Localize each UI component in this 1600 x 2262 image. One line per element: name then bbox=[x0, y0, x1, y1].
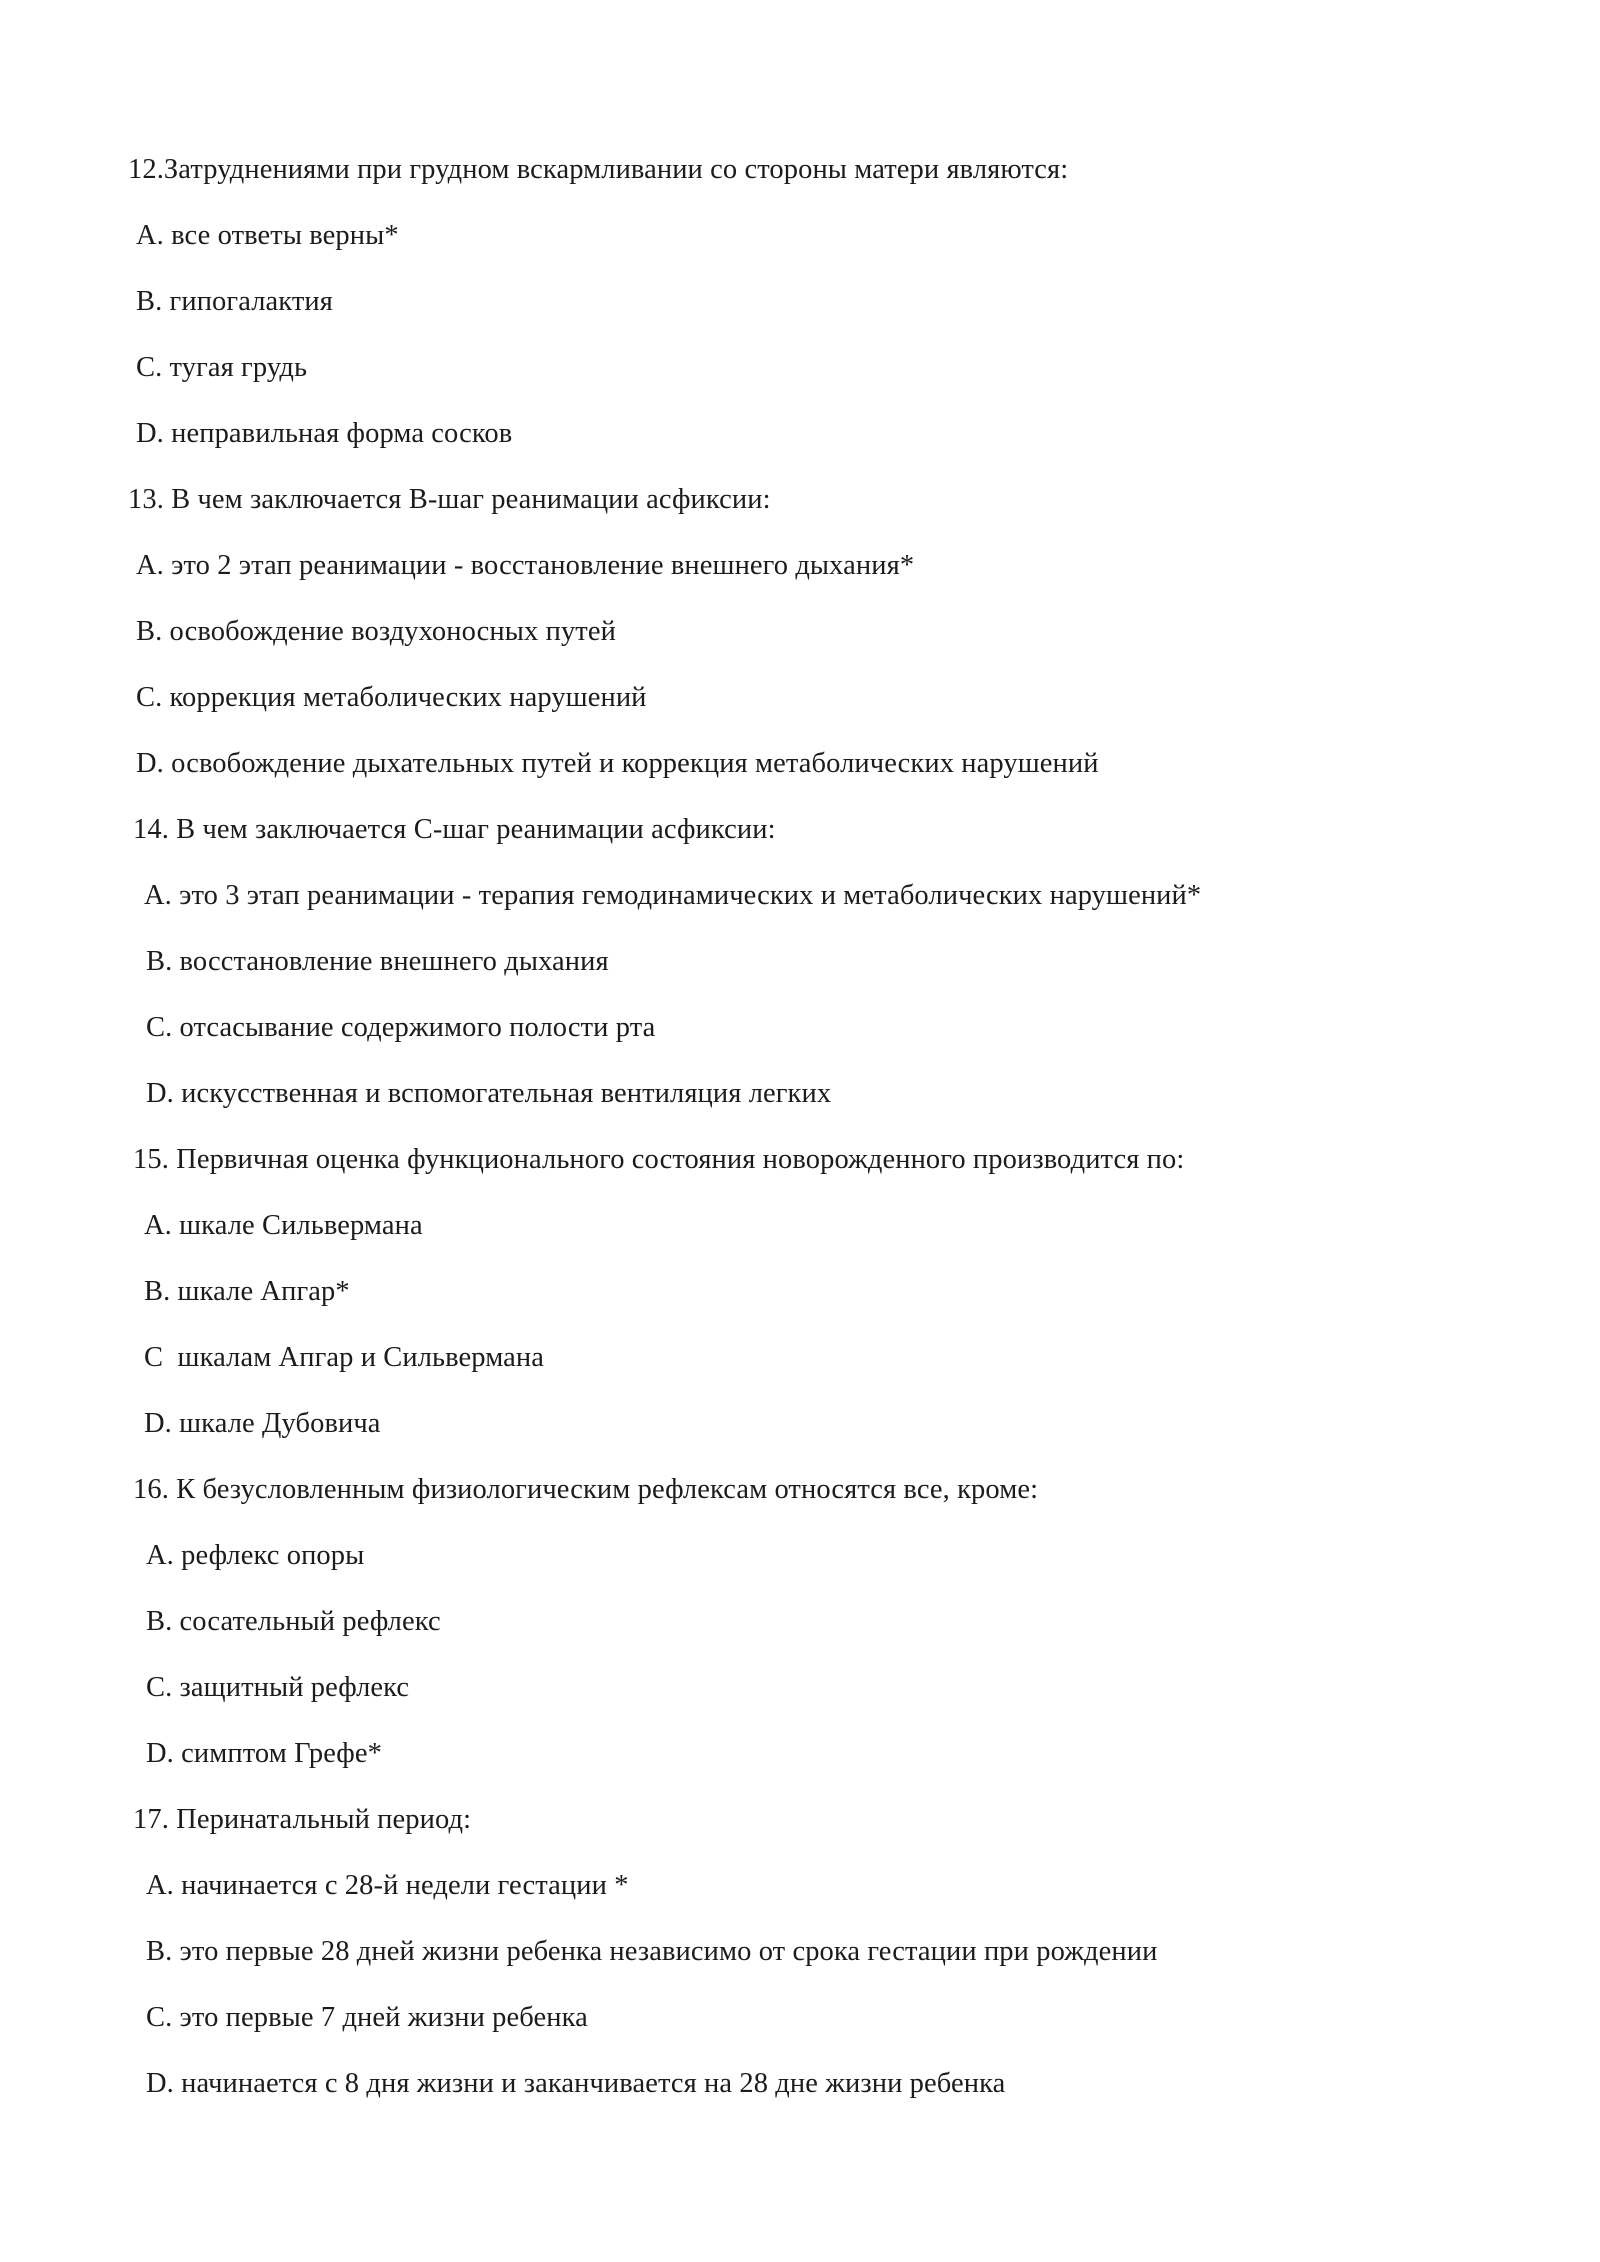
question-14-option-a: A. это 3 этап реанимации - терапия гемодинамических и метаболических нарушений* bbox=[144, 880, 1202, 911]
question-17-option-b: B. это первые 28 дней жизни ребенка независимо от срока гестации при рождении bbox=[146, 1936, 1158, 1967]
question-15: 15. Первичная оценка функционального состояния новорожденного производится по: bbox=[133, 1144, 1185, 1175]
question-17-option-c: C. это первые 7 дней жизни ребенка bbox=[146, 2002, 588, 2033]
question-13-option-d: D. освобождение дыхательных путей и коррекция метаболических нарушений bbox=[136, 748, 1099, 779]
question-15-option-d: D. шкале Дубовича bbox=[144, 1408, 381, 1439]
question-12-option-a: A. все ответы верны* bbox=[136, 220, 399, 251]
question-14: 14. В чем заключается С-шаг реанимации асфиксии: bbox=[133, 814, 776, 845]
question-15-option-c: C шкалам Апгар и Сильвермана bbox=[144, 1342, 545, 1373]
question-13: 13. В чем заключается B-шаг реанимации асфиксии: bbox=[128, 484, 771, 515]
question-14-option-d: D. искусственная и вспомогательная вентиляция легких bbox=[146, 1078, 832, 1109]
question-15-option-a: A. шкале Сильвермана bbox=[144, 1210, 423, 1241]
question-15-option-b: B. шкале Апгар* bbox=[144, 1276, 350, 1307]
question-16-option-a: A. рефлекс опоры bbox=[146, 1540, 365, 1571]
question-16: 16. К безусловленным физиологическим рефлексам относятся все, кроме: bbox=[133, 1474, 1039, 1505]
question-14-option-c: C. отсасывание содержимого полости рта bbox=[146, 1012, 656, 1043]
question-12-option-b: B. гипогалактия bbox=[136, 286, 333, 317]
question-17: 17. Перинатальный период: bbox=[133, 1804, 472, 1835]
question-13-option-c: C. коррекция метаболических нарушений bbox=[136, 682, 647, 713]
question-17-option-d: D. начинается с 8 дня жизни и заканчивается на 28 дне жизни ребенка bbox=[146, 2068, 1006, 2099]
question-16-option-d: D. симптом Грефе* bbox=[146, 1738, 382, 1769]
question-14-option-b: B. восстановление внешнего дыхания bbox=[146, 946, 609, 977]
question-13-option-b: B. освобождение воздухоносных путей bbox=[136, 616, 616, 647]
question-16-option-b: B. сосательный рефлекс bbox=[146, 1606, 441, 1637]
question-12-option-d: D. неправильная форма сосков bbox=[136, 418, 513, 449]
question-17-option-a: A. начинается с 28-й недели гестации * bbox=[146, 1870, 629, 1901]
question-12-option-c: C. тугая грудь bbox=[136, 352, 308, 383]
question-12: 12.Затруднениями при грудном вскармливании со стороны матери являются: bbox=[128, 154, 1069, 185]
question-13-option-a: A. это 2 этап реанимации - восстановление внешнего дыхания* bbox=[136, 550, 915, 581]
question-16-option-c: C. защитный рефлекс bbox=[146, 1672, 410, 1703]
